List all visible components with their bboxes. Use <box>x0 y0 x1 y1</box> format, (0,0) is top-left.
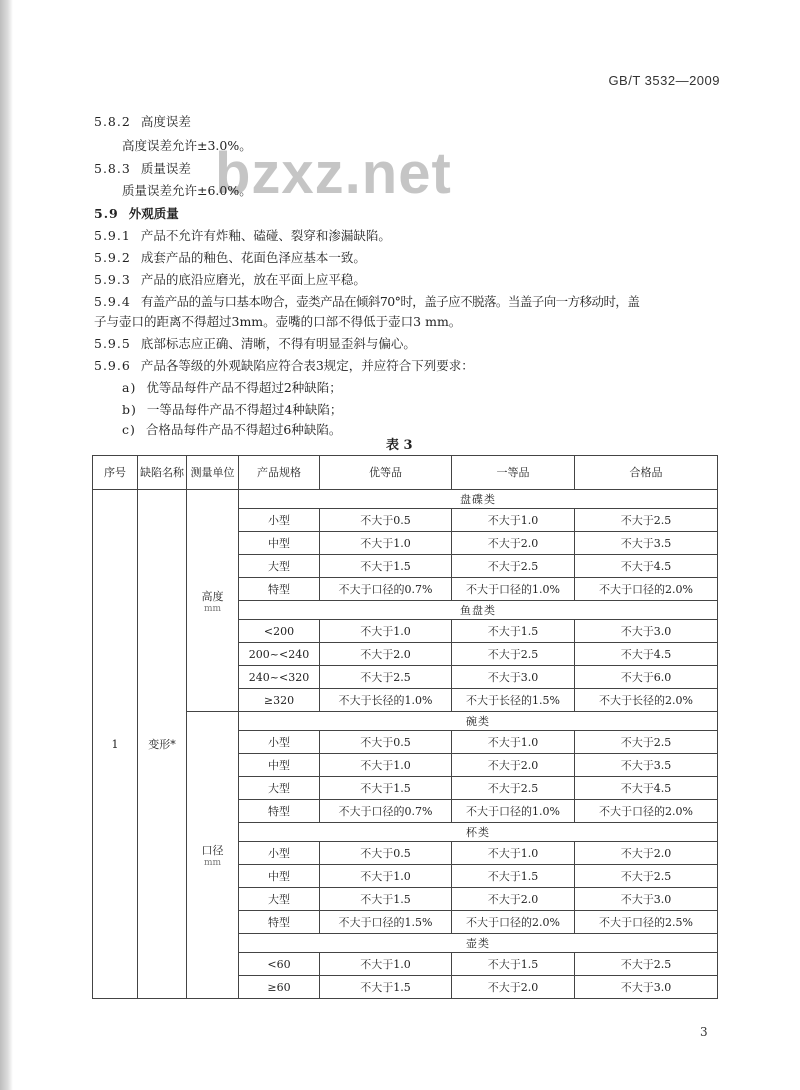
clause-5-9-6 <box>94 356 474 374</box>
qualified-cell: 不大于2.5 <box>575 953 718 976</box>
header-superior: 优等品 <box>320 456 452 490</box>
clause-text: 有盖产品的盖与口基本吻合，壶类产品在倾斜70°时，盖子应不脱落。当盖子向一方移动时，盖 <box>140 294 640 309</box>
clause-text: 底部标志应正确、清晰，不得有明显歪斜与偏心。 <box>140 336 416 351</box>
spec-cell: 大型 <box>239 555 320 578</box>
scan-edge-shadow <box>0 0 13 1090</box>
section-cups: 杯类 <box>239 823 718 842</box>
header-first: 一等品 <box>452 456 575 490</box>
spec-cell: 200~<240 <box>239 643 320 666</box>
superior-cell: 不大于1.5 <box>320 555 452 578</box>
qualified-cell: 不大于口径的2.0% <box>575 800 718 823</box>
clause-body: 子与壶口的距离不得超过3mm。壶嘴的口部不得低于壶口3 mm。 <box>94 314 462 329</box>
qualified-cell: 不大于4.5 <box>575 555 718 578</box>
spec-cell: 小型 <box>239 731 320 754</box>
qualified-cell: 不大于3.0 <box>575 888 718 911</box>
qualified-cell: 不大于3.5 <box>575 754 718 777</box>
superior-cell: 不大于口径的0.7% <box>320 578 452 601</box>
first-cell: 不大于2.5 <box>452 643 575 666</box>
clause-number: 5.9 <box>94 206 119 221</box>
header-unit: 测量单位 <box>187 456 239 490</box>
defect-name-cell: 变形* <box>138 490 187 999</box>
seq-cell: 1 <box>93 490 138 999</box>
list-marker: a) <box>122 380 137 395</box>
clause-text: 高度误差 <box>140 114 191 129</box>
qualified-cell: 不大于3.0 <box>575 620 718 643</box>
first-cell: 不大于口径的1.0% <box>452 800 575 823</box>
table-row <box>93 490 718 509</box>
clause-5-9-2 <box>94 248 366 266</box>
qualified-cell: 不大于口径的2.0% <box>575 578 718 601</box>
clause-text: 产品不允许有炸釉、磕碰、裂穿和渗漏缺陷。 <box>140 228 391 243</box>
section-bowls: 碗类 <box>239 712 718 731</box>
qualified-cell: 不大于3.0 <box>575 976 718 999</box>
first-cell: 不大于2.5 <box>452 555 575 578</box>
header-defect: 缺陷名称 <box>138 456 187 490</box>
list-item-c <box>122 420 341 438</box>
table-header-row <box>93 456 718 490</box>
clause-text: 质量误差 <box>140 161 191 176</box>
superior-cell: 不大于1.0 <box>320 953 452 976</box>
superior-cell: 不大于0.5 <box>320 509 452 532</box>
qualified-cell: 不大于口径的2.5% <box>575 911 718 934</box>
unit-height-cell <box>187 490 239 712</box>
first-cell: 不大于口径的2.0% <box>452 911 575 934</box>
superior-cell: 不大于1.0 <box>320 620 452 643</box>
clause-5-9 <box>94 204 179 222</box>
clause-text: 产品各等级的外观缺陷应符合表3规定，并应符合下列要求： <box>140 358 474 373</box>
superior-cell: 不大于0.5 <box>320 842 452 865</box>
first-cell: 不大于1.0 <box>452 509 575 532</box>
clause-number: 5.8.2 <box>94 114 131 129</box>
clause-text: 外观质量 <box>128 206 179 221</box>
spec-cell: <60 <box>239 953 320 976</box>
spec-cell: 特型 <box>239 911 320 934</box>
spec-cell: 中型 <box>239 865 320 888</box>
clause-number: 5.9.4 <box>94 294 131 309</box>
list-text: 合格品每件产品不得超过6种缺陷。 <box>145 422 342 437</box>
spec-cell: ≥60 <box>239 976 320 999</box>
superior-cell: 不大于1.5 <box>320 976 452 999</box>
spec-cell: 小型 <box>239 509 320 532</box>
first-cell: 不大于3.0 <box>452 666 575 689</box>
first-cell: 不大于1.0 <box>452 731 575 754</box>
defect-table <box>92 455 718 999</box>
first-cell: 不大于口径的1.0% <box>452 578 575 601</box>
superior-cell: 不大于2.0 <box>320 643 452 666</box>
list-item-b <box>122 400 342 418</box>
spec-cell: 特型 <box>239 800 320 823</box>
clause-5-8-3 <box>94 159 191 177</box>
first-cell: 不大于长径的1.5% <box>452 689 575 712</box>
section-pots: 壶类 <box>239 934 718 953</box>
spec-cell: ≥320 <box>239 689 320 712</box>
header-spec: 产品规格 <box>239 456 320 490</box>
qualified-cell: 不大于2.5 <box>575 509 718 532</box>
list-text: 一等品每件产品不得超过4种缺陷； <box>146 402 343 417</box>
first-cell: 不大于2.0 <box>452 532 575 555</box>
unit-label: 高度 <box>201 589 224 603</box>
list-marker: c) <box>122 422 136 437</box>
clause-text: 成套产品的釉色、花面色泽应基本一致。 <box>140 250 366 265</box>
table-row <box>93 712 718 731</box>
first-cell: 不大于1.5 <box>452 620 575 643</box>
table-title: 表 3 <box>386 438 413 453</box>
superior-cell: 不大于1.0 <box>320 532 452 555</box>
qualified-cell: 不大于2.5 <box>575 865 718 888</box>
clause-body: 高度误差允许±3.0%。 <box>122 138 252 153</box>
superior-cell: 不大于1.5 <box>320 777 452 800</box>
qualified-cell: 不大于3.5 <box>575 532 718 555</box>
spec-cell: 中型 <box>239 754 320 777</box>
superior-cell: 不大于1.0 <box>320 754 452 777</box>
unit-mm: mm <box>203 858 222 868</box>
spec-cell: 特型 <box>239 578 320 601</box>
unit-mm: mm <box>203 603 222 614</box>
first-cell: 不大于2.0 <box>452 976 575 999</box>
section-fish: 鱼盘类 <box>239 601 718 620</box>
clause-number: 5.8.3 <box>94 161 131 176</box>
unit-diameter-cell <box>187 712 239 999</box>
header-qualified: 合格品 <box>575 456 718 490</box>
header-seq: 序号 <box>93 456 138 490</box>
section-plates: 盘碟类 <box>239 490 718 509</box>
list-text: 优等品每件产品不得超过2种缺陷； <box>146 380 342 395</box>
superior-cell: 不大于口径的1.5% <box>320 911 452 934</box>
clause-number: 5.9.6 <box>94 358 131 373</box>
superior-cell: 不大于2.5 <box>320 666 452 689</box>
qualified-cell: 不大于6.0 <box>575 666 718 689</box>
first-cell: 不大于2.0 <box>452 754 575 777</box>
qualified-cell: 不大于4.5 <box>575 643 718 666</box>
clause-5-9-4 <box>94 292 639 310</box>
qualified-cell: 不大于长径的2.0% <box>575 689 718 712</box>
spec-cell: 大型 <box>239 888 320 911</box>
clause-number: 5.9.5 <box>94 336 131 351</box>
clause-text: 产品的底沿应磨光，放在平面上应平稳。 <box>140 272 366 287</box>
clause-body: 质量误差允许±6.0%。 <box>122 183 252 198</box>
qualified-cell: 不大于2.5 <box>575 731 718 754</box>
first-cell: 不大于1.5 <box>452 953 575 976</box>
spec-cell: 小型 <box>239 842 320 865</box>
qualified-cell: 不大于2.0 <box>575 842 718 865</box>
superior-cell: 不大于0.5 <box>320 731 452 754</box>
spec-cell: 大型 <box>239 777 320 800</box>
spec-cell: <200 <box>239 620 320 643</box>
clause-5-8-2 <box>94 112 191 130</box>
list-marker: b) <box>122 402 137 417</box>
unit-label: 口径 <box>201 844 224 857</box>
clause-5-9-5 <box>94 334 416 352</box>
standard-code: GB/T 3532—2009 <box>608 73 720 88</box>
watermark: bzxz.net <box>215 141 452 206</box>
superior-cell: 不大于1.0 <box>320 865 452 888</box>
superior-cell: 不大于1.5 <box>320 888 452 911</box>
superior-cell: 不大于口径的0.7% <box>320 800 452 823</box>
clause-5-9-3 <box>94 270 366 288</box>
page-number: 3 <box>700 1025 708 1039</box>
qualified-cell: 不大于4.5 <box>575 777 718 800</box>
list-item-a <box>122 378 342 396</box>
clause-5-9-1 <box>94 226 391 244</box>
clause-number: 5.9.2 <box>94 250 131 265</box>
superior-cell: 不大于长径的1.0% <box>320 689 452 712</box>
clause-number: 5.9.1 <box>94 228 131 243</box>
first-cell: 不大于1.0 <box>452 842 575 865</box>
spec-cell: 240~<320 <box>239 666 320 689</box>
clause-number: 5.9.3 <box>94 272 131 287</box>
first-cell: 不大于1.5 <box>452 865 575 888</box>
first-cell: 不大于2.0 <box>452 888 575 911</box>
spec-cell: 中型 <box>239 532 320 555</box>
first-cell: 不大于2.5 <box>452 777 575 800</box>
